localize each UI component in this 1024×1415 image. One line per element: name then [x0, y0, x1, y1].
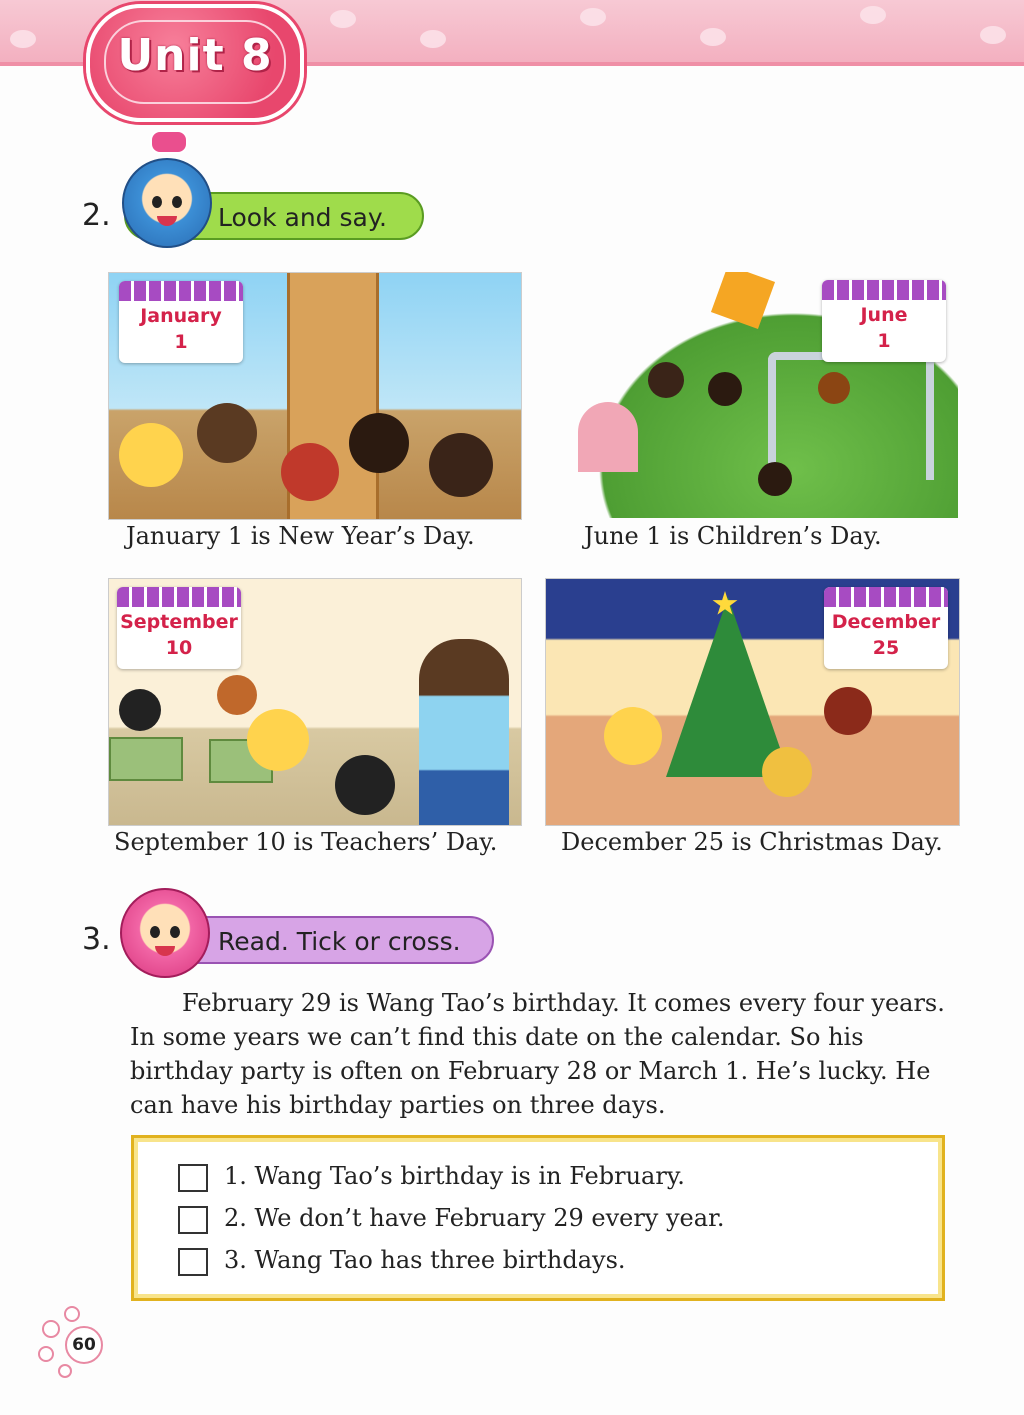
caption-new-years-day: January 1 is New Year’s Day.	[126, 522, 475, 550]
calendar-december	[824, 587, 948, 669]
bubble-decoration	[64, 1306, 80, 1322]
calendar-day: 1	[174, 331, 188, 353]
bubble-decoration	[38, 1346, 54, 1362]
teacher-figure	[419, 639, 509, 825]
statement-text: 2. We don’t have February 29 every year.	[224, 1204, 725, 1232]
calendar-month: December	[831, 611, 941, 633]
paw-decoration	[420, 30, 446, 48]
section-3-number: 3.	[82, 922, 111, 957]
desk	[109, 737, 183, 781]
mascot-mouth	[157, 216, 177, 226]
calendar-june	[822, 280, 946, 362]
paw-decoration	[580, 8, 606, 26]
paragraph-text: February 29 is Wang Tao’s birthday. It comes every four years. In some years we can’t find this date on the calendar. So his birthday party is often on February 28 or March 1. He’s lucky. He can have his birthday parties on three days.	[130, 989, 945, 1119]
child-figure	[818, 372, 850, 404]
picture-teachers-day	[108, 578, 522, 826]
child-figure	[604, 707, 662, 765]
reading-paragraph	[130, 986, 970, 1122]
child-figure	[217, 675, 257, 715]
mascot-boy-icon	[122, 158, 212, 248]
speech-bubble-icon	[150, 130, 188, 154]
paw-decoration	[980, 26, 1006, 44]
calendar-september	[117, 587, 241, 669]
bubble-decoration	[58, 1364, 72, 1378]
unit-label: Unit	[117, 30, 225, 81]
child-figure	[281, 443, 339, 501]
calendar-day: 25	[872, 637, 900, 659]
child-figure	[762, 747, 812, 797]
section-2-number: 2.	[82, 198, 111, 233]
child-figure	[119, 689, 161, 731]
page-number: 60	[65, 1326, 103, 1364]
calendar-rings	[822, 280, 946, 300]
picture-childrens-day	[548, 272, 958, 518]
statement-text: 3. Wang Tao has three birthdays.	[224, 1246, 626, 1274]
unit-badge	[86, 4, 304, 122]
caption-teachers-day: September 10 is Teachers’ Day.	[114, 828, 498, 856]
child-figure	[648, 362, 684, 398]
tick-or-cross-box	[131, 1135, 945, 1301]
mascot-eye	[172, 196, 182, 208]
picture-new-years-day	[108, 272, 522, 520]
child-figure	[824, 687, 872, 735]
child-figure	[758, 462, 792, 496]
calendar-day: 1	[877, 330, 891, 352]
paw-decoration	[10, 30, 36, 48]
calendar-month: June	[860, 304, 908, 326]
unit-number: 8	[240, 30, 273, 81]
section-3-instruction: Read. Tick or cross.	[124, 916, 494, 964]
child-figure	[335, 755, 395, 815]
answer-checkbox[interactable]	[178, 1164, 208, 1192]
calendar-january	[119, 281, 243, 363]
calendar-month: January	[140, 305, 222, 327]
picture-christmas-day	[545, 578, 960, 826]
mascot-eye	[150, 926, 160, 938]
kite-icon	[711, 272, 775, 329]
child-figure	[119, 423, 183, 487]
calendar-rings	[119, 281, 243, 301]
mascot-mouth	[155, 946, 175, 956]
bubble-decoration	[42, 1320, 60, 1338]
mascot-girl-icon	[120, 888, 210, 978]
christmas-tree	[666, 597, 790, 777]
mascot-eye	[170, 926, 180, 938]
unit-title	[90, 30, 300, 81]
answer-checkbox[interactable]	[178, 1248, 208, 1276]
caption-christmas-day: December 25 is Christmas Day.	[561, 828, 943, 856]
child-figure	[247, 709, 309, 771]
mascot-eye	[152, 196, 162, 208]
paw-decoration	[700, 28, 726, 46]
section-2-instruction: Look and say.	[124, 192, 424, 240]
child-figure	[708, 372, 742, 406]
answer-checkbox[interactable]	[178, 1206, 208, 1234]
child-figure	[349, 413, 409, 473]
caption-childrens-day: June 1 is Children’s Day.	[584, 522, 882, 550]
paw-decoration	[330, 10, 356, 28]
statement-text: 1. Wang Tao’s birthday is in February.	[224, 1162, 685, 1190]
calendar-day: 10	[165, 637, 193, 659]
paw-decoration	[860, 6, 886, 24]
swing-frame	[768, 352, 934, 480]
slide	[578, 402, 638, 472]
calendar-month: September	[120, 611, 238, 633]
child-figure	[429, 433, 493, 497]
child-figure	[197, 403, 257, 463]
calendar-rings	[824, 587, 948, 607]
calendar-rings	[117, 587, 241, 607]
